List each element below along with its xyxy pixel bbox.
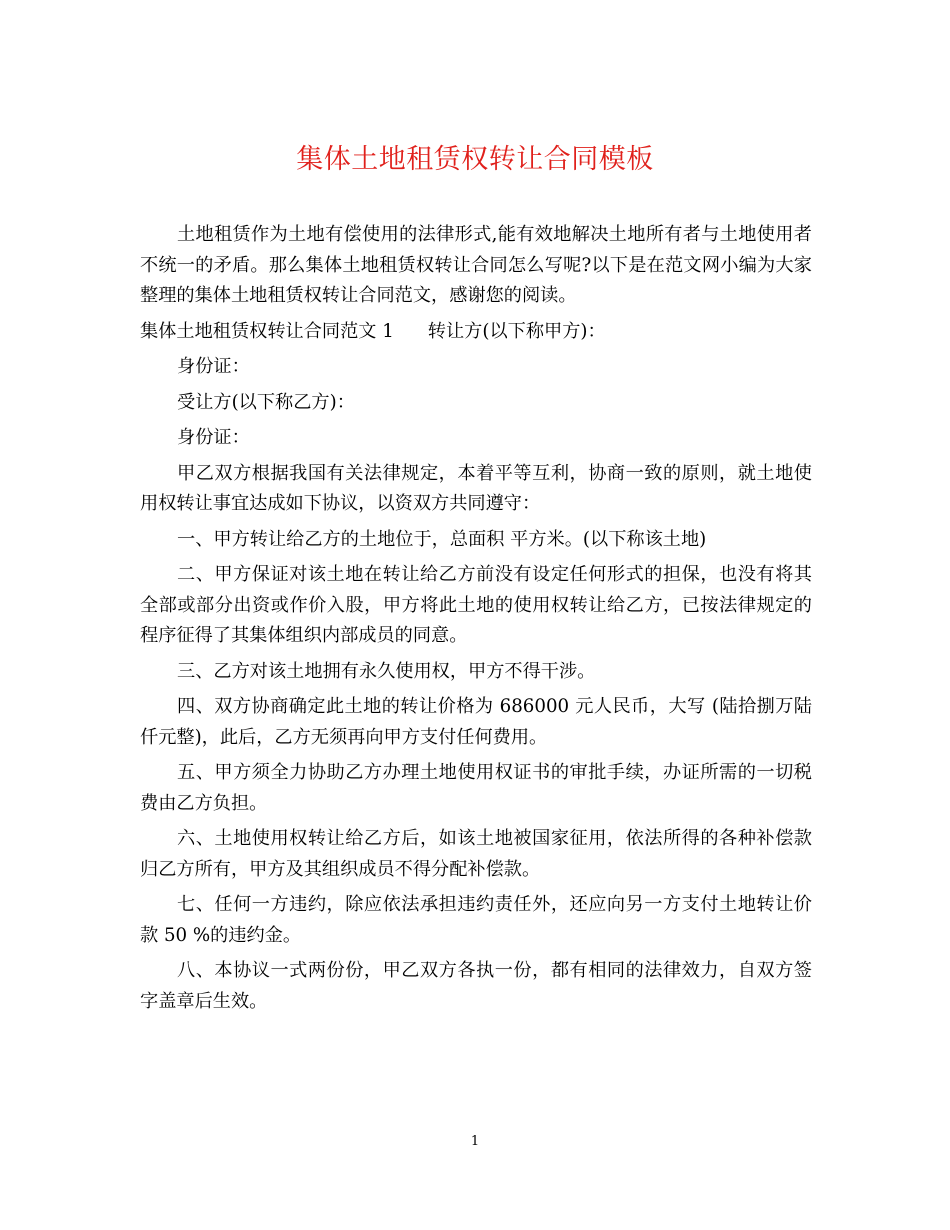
id-label-b: 身份证：	[177, 427, 250, 448]
transferee-label: 受让方(以下称乙方)：	[177, 391, 355, 413]
intro-paragraph: 土地租赁作为土地有偿使用的法律形式,能有效地解决土地所有者与土地使用者不统一的矛盾。那么集体土地租赁权转让合同怎么写呢?以下是在范文网小编为大家整理的集体土地租赁权转让合同范文，感谢您的阅读。	[140, 224, 812, 306]
clause-2: 二、甲方保证对该土地在转让给乙方前没有设定任何形式的担保，也没有将其全部或部分出资或作价入股，甲方将此土地的使用权转让给乙方，已按法律规定的程序征得了其集体组织内部成员的同意。	[140, 564, 812, 646]
sample-heading-line	[140, 317, 812, 348]
clause-3: 三、乙方对该土地拥有永久使用权，甲方不得干涉。	[177, 660, 596, 682]
clause-7: 七、任何一方违约，除应依法承担违约责任外，还应向另一方支付土地转让价款 50 %的违约金。	[140, 894, 812, 946]
document-title: 集体土地租赁权转让合同模板	[296, 144, 654, 175]
clause-5: 五、甲方须全力协助乙方办理土地使用权证书的审批手续，办证所需的一切税费由乙方负担。	[140, 762, 812, 814]
clause-8: 八、本协议一式两份份，甲乙双方各执一份，都有相同的法律效力，自双方签字盖章后生效。	[140, 960, 812, 1012]
sample-heading: 集体土地租赁权转让合同范文 1	[140, 320, 394, 342]
agreement-paragraph: 甲乙双方根据我国有关法律规定，本着平等互利，协商一致的原则，就土地使用权转让事宜达成如下协议，以资双方共同遵守：	[140, 462, 812, 514]
page-number: 1	[470, 1134, 480, 1149]
clause-6: 六、土地使用权转让给乙方后，如该土地被国家征用，依法所得的各种补偿款归乙方所有，甲方及其组织成员不得分配补偿款。	[140, 828, 812, 880]
id-label-a: 身份证：	[177, 356, 250, 377]
clause-1: 一、甲方转让给乙方的土地位于，总面积 平方米。(以下称该土地)	[177, 528, 707, 550]
clause-4: 四、双方协商确定此土地的转让价格为 686000 元人民币，大写 (陆拾捌万陆仟元整)，此后，乙方无须再向甲方支付任何费用。	[140, 696, 812, 748]
transferor-label: 转让方(以下称甲方)：	[427, 320, 606, 342]
document-body	[140, 220, 812, 1022]
